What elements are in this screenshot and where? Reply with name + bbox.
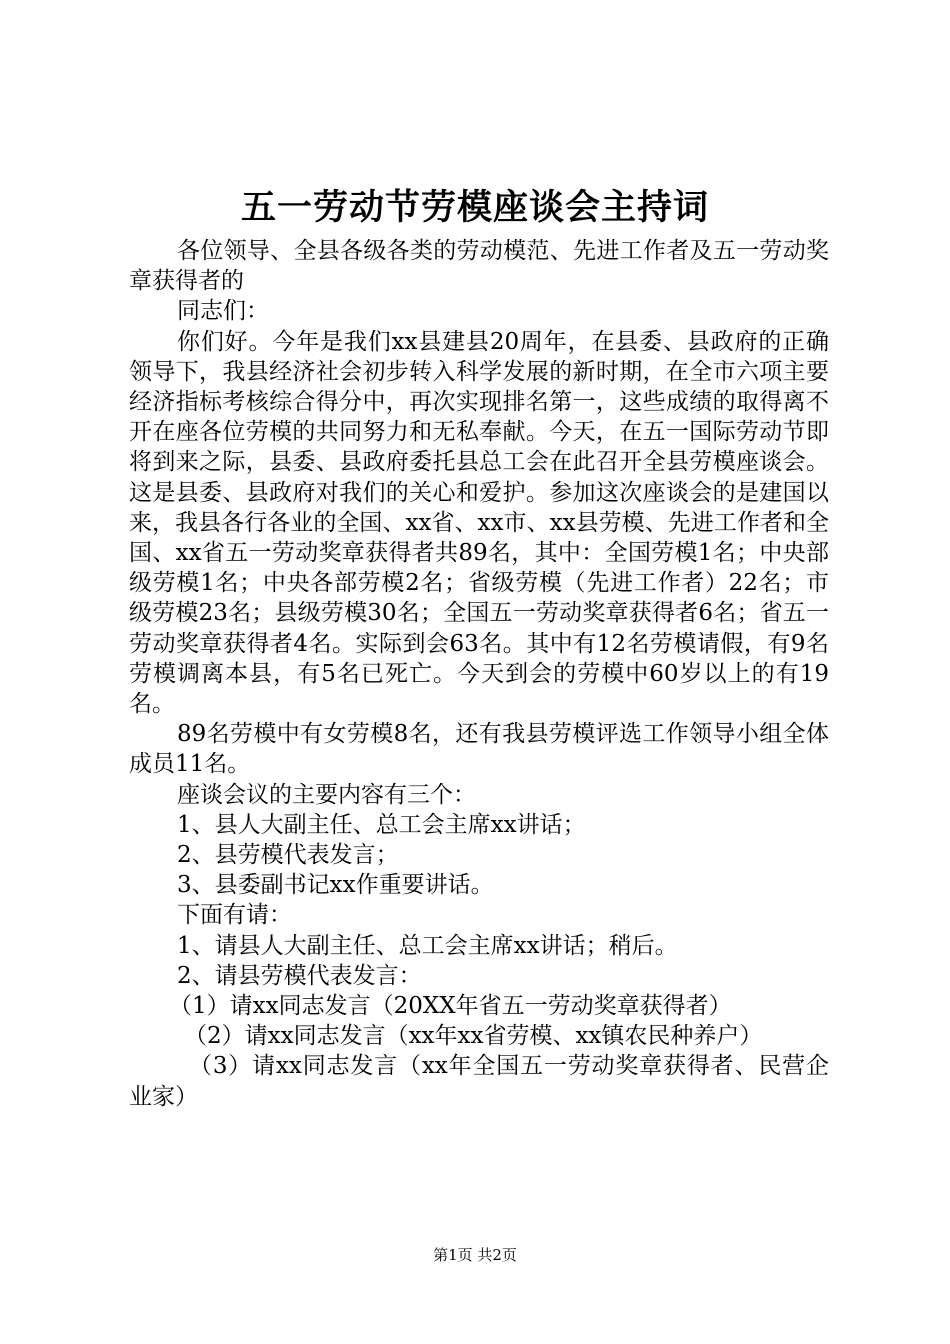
invitation-item: 1、请县人大副主任、总工会主席xx讲话；稍后。 — [177, 932, 678, 959]
salutation-paragraph: 各位领导、全县各级各类的劳动模范、先进工作者及五一劳动奖章获得者的 — [129, 238, 829, 295]
invitation-intro: 下面有请： — [177, 902, 292, 929]
female-models-paragraph: 89名劳模中有女劳模8名，还有我县劳模评选工作领导小组全体成员11名。 — [129, 721, 829, 778]
speaker-item: （2）请xx同志发言（xx年xx省劳模、xx镇农民种养户） — [184, 1023, 763, 1050]
document-title: 五一劳动节劳模座谈会主持词 — [240, 187, 709, 228]
agenda-item: 2、县劳模代表发言； — [177, 842, 399, 869]
agenda-intro: 座谈会议的主要内容有三个： — [177, 781, 476, 808]
speaker-item: （3）请xx同志发言（xx年全国五一劳动奖章获得者、民营企业家） — [129, 1053, 829, 1110]
invitation-item: 2、请县劳模代表发言： — [177, 962, 422, 989]
document-body — [129, 236, 829, 1112]
opening-paragraph: 你们好。今年是我们xx县建县20周年，在县委、县政府的正确领导下，我县经济社会初步转入科学发展的新时期，在全市六项主要经济指标考核综合得分中，再次实现排名第一，这些成绩的取得离不开在座各位劳模的共同努力和无私奉献。今天，在五一国际劳动节即将到来之际，县委、县政府委托县总工会在此召开全县劳模座谈会。这是县委、县政府对我们的关心和爱护。参加这次座谈会的是建国以来，我县各行各业的全国、xx省、xx市、xx县劳模、先进工作者和全国、xx省五一劳动奖章获得者共89名，其中：全国劳模1名；中央部级劳模1名；中央各部劳模2名；省级劳模（先进工作者）22名；市级劳模23名；县级劳模30名；全国五一劳动奖章获得者6名；省五一劳动奖章获得者4名。实际到会63名。其中有12名劳模请假，有9名劳模调离本县，有5名已死亡。今天到会的劳模中60岁以上的有19名。 — [129, 328, 829, 718]
agenda-item: 3、县委副书记xx作重要讲话。 — [177, 872, 494, 899]
agenda-item: 1、县人大副主任、总工会主席xx讲话； — [177, 811, 586, 838]
page-footer: 第1页 共2页 — [433, 1246, 517, 1264]
speaker-item: （1）请xx同志发言（20XX年省五一劳动奖章获得者） — [169, 993, 732, 1020]
salutation-comrades: 同志们： — [177, 298, 269, 325]
